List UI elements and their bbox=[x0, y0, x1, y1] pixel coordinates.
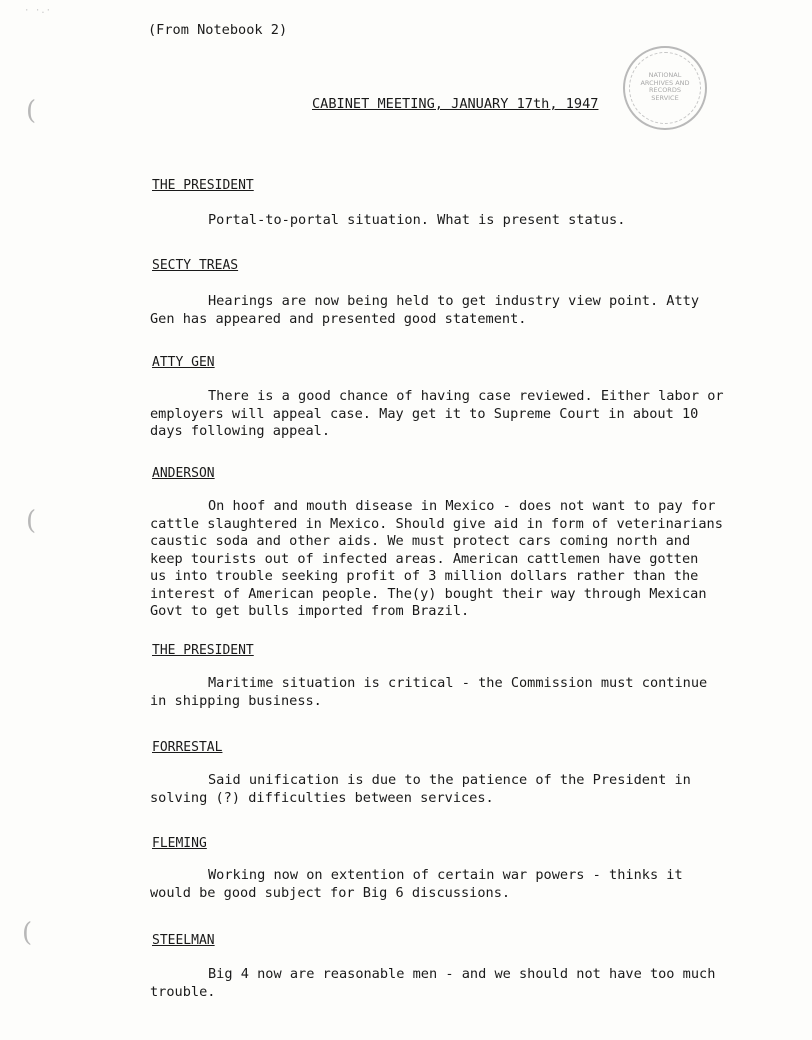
stamp-line: SERVICE bbox=[651, 93, 679, 102]
margin-bracket-mark: ( bbox=[22, 918, 33, 948]
speaker-heading: ANDERSON bbox=[152, 466, 215, 481]
speaker-remarks bbox=[150, 498, 730, 621]
speaker-remarks bbox=[150, 388, 730, 441]
remarks-text: There is a good chance of having case reviewed. Either labor or employers will appeal case. May get it to Supreme Court in about 10 days following appeal. bbox=[150, 388, 724, 439]
remarks-text: Hearings are now being held to get industry view point. Atty Gen has appeared and presented good statement. bbox=[150, 293, 700, 327]
stamp-line: ARCHIVES AND bbox=[640, 78, 690, 87]
stamp-line: RECORDS bbox=[649, 86, 681, 94]
speaker-heading: STEELMAN bbox=[152, 933, 215, 948]
speaker-remarks bbox=[150, 867, 730, 902]
speaker-remarks bbox=[150, 966, 730, 1001]
speaker-remarks bbox=[150, 293, 730, 328]
speaker-remarks bbox=[150, 772, 730, 807]
speaker-heading: SECTY TREAS bbox=[152, 258, 239, 273]
stamp-ring bbox=[629, 52, 701, 124]
speaker-heading: FLEMING bbox=[152, 836, 207, 851]
speaker-remarks: Portal-to-portal situation. What is present status. bbox=[208, 212, 626, 228]
remarks-text: Maritime situation is critical - the Commission must continue in shipping business. bbox=[150, 675, 708, 709]
remarks-text: Said unification is due to the patience of the President in solving (?) difficulties between services. bbox=[150, 772, 691, 806]
margin-bracket-mark: ( bbox=[26, 96, 37, 126]
speaker-heading: THE PRESIDENT bbox=[152, 643, 254, 658]
notebook-reference: (From Notebook 2) bbox=[148, 22, 288, 38]
remarks-text: Big 4 now are reasonable men - and we should not have too much trouble. bbox=[150, 966, 716, 1000]
page-title: CABINET MEETING, JANUARY 17th, 1947 bbox=[312, 96, 599, 112]
speaker-heading: THE PRESIDENT bbox=[152, 178, 254, 193]
remarks-text: On hoof and mouth disease in Mexico - does not want to pay for cattle slaughtered in Mexico. Should give aid in form of veterinarians caustic soda and other aids. We must protect cars coming north and keep tourists out of infected areas. American cattlemen have gotten us into trouble seeking profit of 3 million dollars rather than the interest of American people. The(y) bought their way through Mexican Govt to get bulls imported from Brazil. bbox=[150, 498, 723, 619]
page-smudge: · ·.· bbox=[24, 6, 52, 16]
archives-stamp bbox=[623, 46, 707, 130]
speaker-heading: FORRESTAL bbox=[152, 740, 223, 755]
speaker-remarks bbox=[150, 675, 730, 710]
margin-bracket-mark: ( bbox=[26, 506, 37, 536]
speaker-heading: ATTY GEN bbox=[152, 355, 215, 370]
stamp-line: NATIONAL bbox=[648, 71, 682, 79]
remarks-text: Working now on extention of certain war powers - thinks it would be good subject for Big 6 discussions. bbox=[150, 867, 683, 901]
